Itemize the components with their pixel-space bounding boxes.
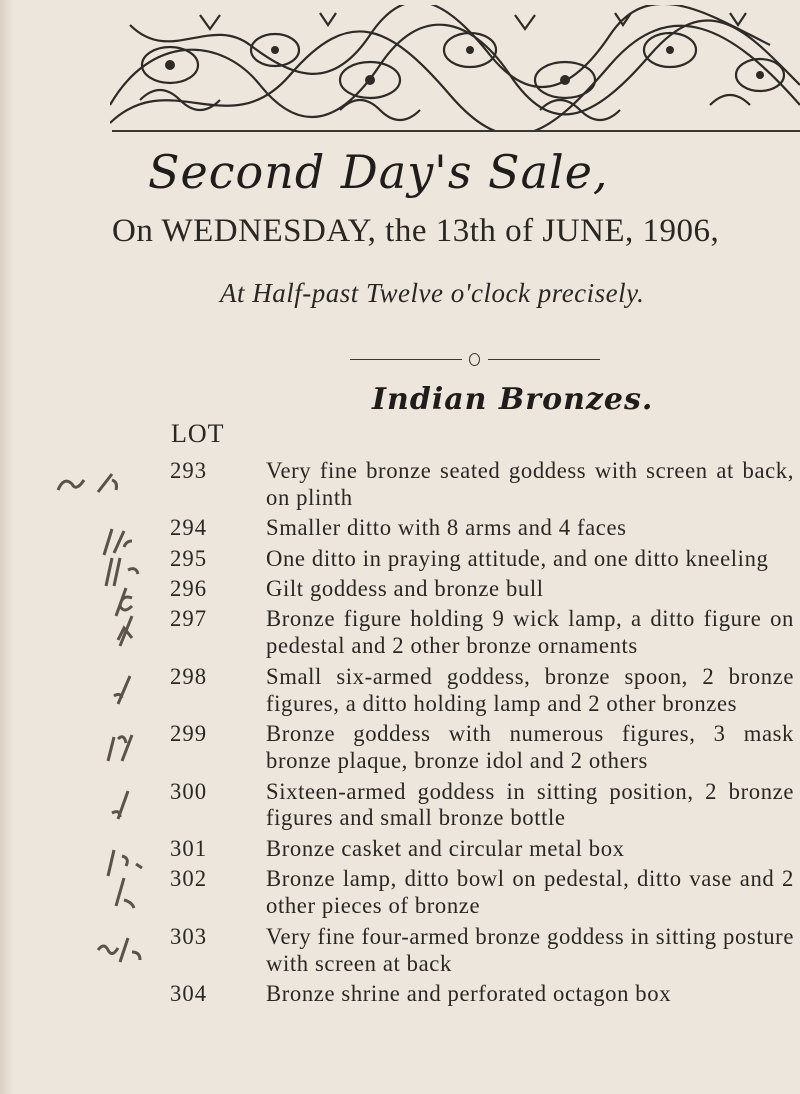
handwritten-annotation-icon xyxy=(28,462,148,502)
lot-description: Very fine four-armed bronze goddess in sitting posture with screen at back xyxy=(266,923,794,976)
lot-number: 294 xyxy=(170,515,208,541)
lot-number: 298 xyxy=(170,663,208,689)
lot-description: Small six-armed goddess, bronze spoon, 2 bronze figures, a ditto holding lamp and 2 other bronzes xyxy=(266,663,794,716)
sale-date: On WEDNESDAY, the 13th of JUNE, 1906, xyxy=(112,213,720,249)
handwritten-annotation-icon xyxy=(28,668,148,708)
lot-description: Bronze casket and circular metal box xyxy=(266,835,625,861)
handwritten-annotation-icon xyxy=(28,783,148,823)
lot-description: Bronze shrine and perforated octagon box xyxy=(266,980,672,1006)
handwritten-annotation-icon xyxy=(28,725,148,765)
lot-number: 295 xyxy=(170,545,208,571)
handwritten-annotation-icon xyxy=(28,870,148,910)
lot-number: 303 xyxy=(170,923,208,949)
category-heading: Indian Bronzes. xyxy=(372,382,654,417)
lot-number: 299 xyxy=(170,721,208,747)
lot-description: Sixteen-armed goddess in sitting position, 2 bronze figures and small bronze bottle xyxy=(266,778,794,831)
lot-number: 304 xyxy=(170,980,208,1006)
lot-number: 297 xyxy=(170,606,208,632)
lot-description: Bronze lamp, ditto bowl on pedestal, ditto vase and 2 other pieces of bronze xyxy=(266,866,794,919)
lot-description: Gilt goddess and bronze bull xyxy=(266,576,544,602)
lot-number: 302 xyxy=(170,866,208,892)
sale-heading: Second Day's Sale, xyxy=(148,145,609,199)
lot-description: Smaller ditto with 8 arms and 4 faces xyxy=(266,515,627,541)
handwritten-annotation-icon xyxy=(28,928,148,968)
lot-description: Bronze goddess with numerous figures, 3 mask bronze plaque, bronze idol and 2 others xyxy=(266,721,794,774)
lot-description: Very fine bronze seated goddess with screen at back, on plinth xyxy=(266,458,794,510)
lot-number: 296 xyxy=(170,576,208,602)
lot-number: 301 xyxy=(170,835,208,861)
sale-time: At Half-past Twelve o'clock precisely. xyxy=(220,278,645,308)
lot-description: Bronze figure holding 9 wick lamp, a ditto figure on pedestal and 2 other bronze ornaments xyxy=(266,606,794,659)
lot-description: One ditto in praying attitude, and one ditto kneeling xyxy=(266,545,769,571)
handwritten-annotation-icon xyxy=(28,610,148,650)
lot-number: 293 xyxy=(170,458,208,483)
lot-column-header: LOT xyxy=(171,419,225,448)
lot-number: 300 xyxy=(170,778,208,804)
